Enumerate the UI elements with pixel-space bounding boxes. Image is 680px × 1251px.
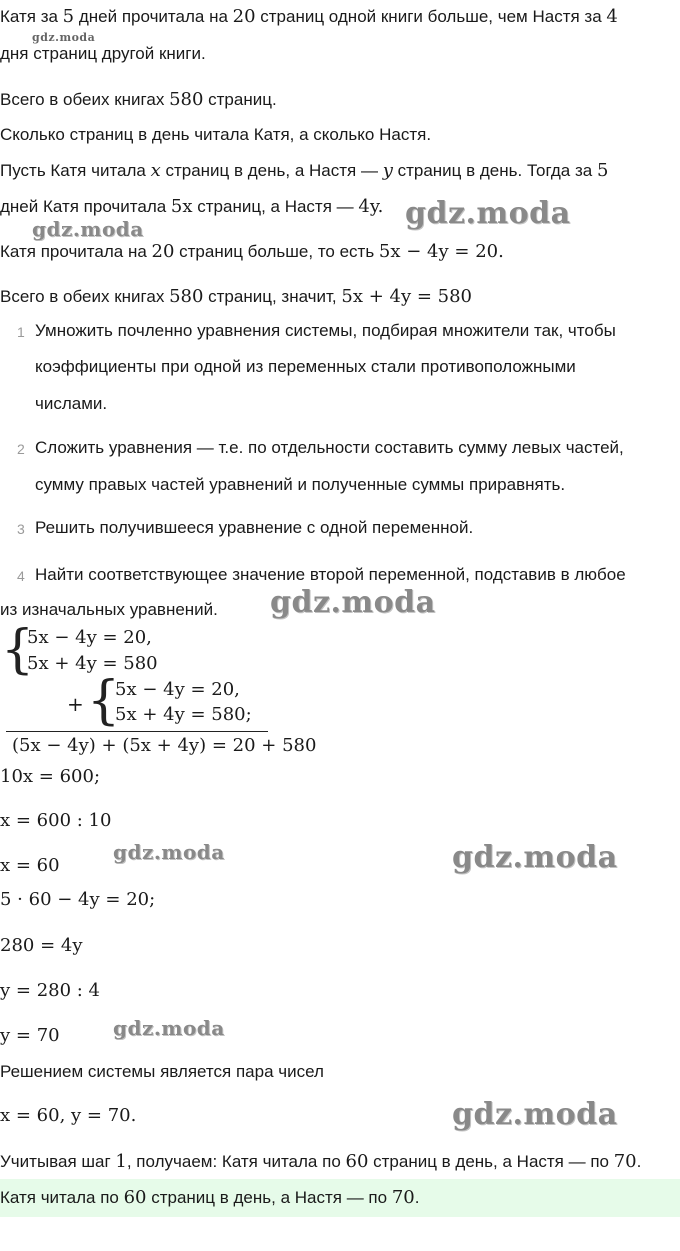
plus-sign: + [67, 692, 84, 716]
equation: 5x + 4y = 580 [341, 286, 473, 307]
text: Катя прочитала на [0, 242, 152, 261]
text: страниц больше, то есть [174, 242, 379, 261]
calc-line: x = 60 [0, 855, 60, 876]
number: 70 [391, 1187, 415, 1208]
number: 20 [232, 6, 256, 27]
solution-line-1 [0, 160, 608, 181]
sum-divider [6, 731, 268, 732]
step-1-line-2: коэффициенты при одной из переменных стали противоположными [35, 357, 576, 376]
text: Всего в обеих книгах [0, 287, 170, 306]
number: 1 [115, 1151, 127, 1172]
number: 580 [169, 286, 204, 307]
watermark-large: gdz.moda [405, 196, 571, 231]
solution-line-3 [0, 241, 504, 262]
calc-line: 280 = 4y [0, 935, 83, 956]
text: Катя читала по [0, 1188, 124, 1207]
number: 4 [606, 6, 618, 27]
number: 20 [151, 241, 175, 262]
system-eq-2: 5x + 4y = 580 [27, 653, 158, 674]
watermark-medium: gdz.moda [32, 217, 144, 241]
conclusion-line-3 [0, 1151, 641, 1172]
step-3-line-1: Решить получившееся уравнение с одной переменной. [35, 518, 474, 537]
solution-line-4 [0, 286, 472, 307]
watermark-small: gdz.moda [32, 31, 96, 44]
left-brace: { [87, 671, 121, 731]
number: 5 [62, 6, 75, 27]
text: Учитывая шаг [0, 1152, 116, 1171]
step-number: 3 [17, 521, 25, 537]
watermark-medium: gdz.moda [113, 840, 225, 864]
number: 580 [169, 89, 204, 110]
variable: y [382, 160, 393, 181]
text: страниц одной книги больше, чем Настя за [255, 7, 607, 26]
text: страниц в день, а Настя — по [146, 1188, 392, 1207]
answer-text [0, 1187, 419, 1208]
text: страниц, а Настя — [192, 197, 359, 216]
step-number: 2 [17, 441, 25, 457]
problem-line-1 [0, 6, 618, 27]
step-4-line-2: из изначальных уравнений. [0, 600, 218, 619]
step-number: 4 [17, 568, 25, 584]
calc-line: 10x = 600; [0, 766, 101, 787]
calc-line: y = 280 : 4 [0, 980, 101, 1001]
problem-line-2: дня страниц другой книги. [0, 44, 206, 63]
step-2-line-1: Сложить уравнения — т.е. по отдельности составить сумму левых частей, [35, 438, 624, 457]
variable: x [150, 160, 161, 181]
step-1-line-1: Умножить почленно уравнения системы, подбирая множители так, чтобы [35, 321, 616, 340]
text: страниц в день, а Настя — [160, 161, 383, 180]
number: 5 [596, 160, 609, 181]
solution-line-2 [0, 196, 383, 217]
text: дней Катя прочитала [0, 197, 171, 216]
text: страниц в день, а Настя — по [368, 1152, 614, 1171]
text: Катя за [0, 7, 63, 26]
system-eq-3: 5x − 4y = 20, [115, 679, 240, 700]
math: 5x [170, 196, 193, 217]
watermark-large: gdz.moda [452, 840, 618, 875]
left-brace: { [1, 620, 35, 680]
text: Пусть Катя читала [0, 161, 151, 180]
text: дней прочитала на [74, 7, 233, 26]
text: . [414, 1188, 420, 1207]
number: 60 [345, 1151, 369, 1172]
watermark-medium: gdz.moda [113, 1016, 225, 1040]
solution-pair: x = 60, y = 70. [0, 1105, 137, 1126]
text: страниц в день. Тогда за [392, 161, 597, 180]
text: Всего в обеих книгах [0, 90, 170, 109]
calc-line: x = 600 : 10 [0, 810, 112, 831]
number: 70 [613, 1151, 637, 1172]
system-eq-4: 5x + 4y = 580; [115, 704, 252, 725]
text: страниц, значит, [203, 287, 342, 306]
equation: 5x − 4y = 20. [378, 241, 504, 262]
problem-line-3 [0, 89, 277, 110]
text: страниц. [203, 90, 277, 109]
text: , получаем: Катя читала по [126, 1152, 346, 1171]
number: 60 [123, 1187, 147, 1208]
step-2-line-2: сумму правых частей уравнений и полученные суммы приравнять. [35, 475, 566, 494]
problem-line-4: Сколько страниц в день читала Катя, а сколько Настя. [0, 125, 432, 144]
text: . [636, 1152, 642, 1171]
calc-line: 5 · 60 − 4y = 20; [0, 889, 156, 910]
step-1-line-3: числами. [35, 394, 108, 413]
system-eq-1: 5x − 4y = 20, [27, 627, 152, 648]
sum-equation: (5x − 4y) + (5x + 4y) = 20 + 580 [12, 735, 317, 756]
math: 4y. [358, 196, 384, 217]
watermark-large: gdz.moda [270, 585, 436, 620]
conclusion-line-1: Решением системы является пара чисел [0, 1062, 324, 1081]
calc-line: y = 70 [0, 1025, 60, 1046]
step-number: 1 [17, 324, 25, 340]
watermark-large: gdz.moda [452, 1097, 618, 1132]
step-4-line-1: Найти соответствующее значение второй переменной, подставив в любое [35, 565, 626, 584]
